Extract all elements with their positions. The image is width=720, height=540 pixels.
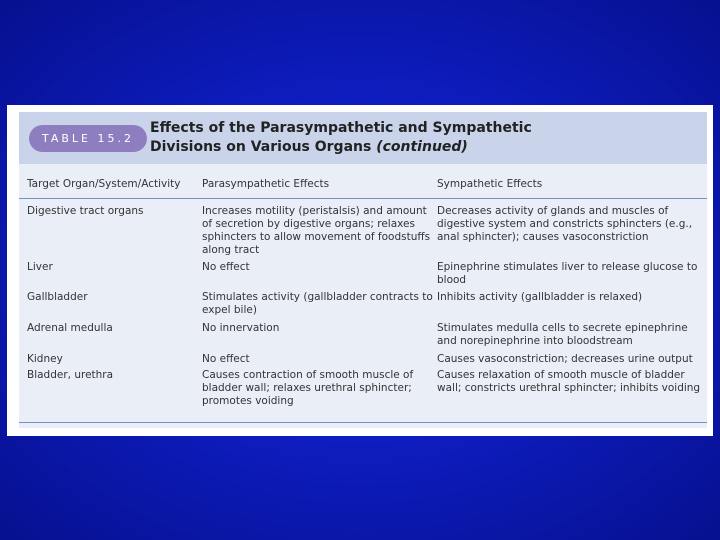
table-title-continued: (continued) bbox=[376, 139, 468, 155]
table-row-organ: Adrenal medulla bbox=[27, 322, 113, 334]
table-row-organ: Bladder, urethra bbox=[27, 369, 114, 381]
table-title-line2: Divisions on Various Organs bbox=[150, 139, 372, 155]
table-title-line1: Effects of the Parasympathetic and Sympathetic bbox=[150, 120, 532, 136]
table-row-parasympathetic: No effect bbox=[202, 353, 250, 365]
table-row-parasympathetic: Increases motility (peristalsis) and amount of secretion by digestive organs; relaxes sphincters to allow movement of foodstuffs along tract bbox=[202, 205, 431, 256]
table-row-parasympathetic: Causes contraction of smooth muscle of bladder wall; relaxes urethral sphincter; promotes voiding bbox=[202, 369, 414, 407]
header-rule bbox=[19, 198, 707, 199]
effects-table bbox=[19, 164, 707, 428]
table-row-organ: Kidney bbox=[27, 353, 63, 365]
table-row-sympathetic: Decreases activity of glands and muscles of digestive system and constricts sphincters (e.g., anal sphincter); causes vasoconstriction bbox=[437, 205, 693, 243]
table-header bbox=[19, 112, 707, 164]
table-row-organ: Liver bbox=[27, 261, 53, 273]
table-row-organ: Gallbladder bbox=[27, 291, 88, 303]
table-header-row bbox=[19, 175, 707, 193]
table-title-line2-wrap bbox=[150, 138, 690, 157]
table-row-parasympathetic: No innervation bbox=[202, 322, 280, 334]
table-row-organ: Digestive tract organs bbox=[27, 205, 144, 217]
table-row-sympathetic: Epinephrine stimulates liver to release glucose to blood bbox=[437, 261, 698, 286]
table-row-sympathetic: Stimulates medulla cells to secrete epinephrine and norepinephrine into bloodstream bbox=[437, 322, 688, 347]
column-header-organ: Target Organ/System/Activity bbox=[27, 178, 181, 190]
table-row-sympathetic: Causes vasoconstriction; decreases urine output bbox=[437, 353, 693, 365]
table-row-parasympathetic: Stimulates activity (gallbladder contracts to expel bile) bbox=[202, 291, 433, 316]
table-label-badge: TABLE 15.2 bbox=[29, 125, 147, 152]
column-header-sympathetic: Sympathetic Effects bbox=[437, 178, 543, 190]
table-image bbox=[7, 105, 713, 436]
bottom-rule bbox=[19, 422, 707, 423]
column-header-parasympathetic: Parasympathetic Effects bbox=[202, 178, 330, 190]
table-title bbox=[150, 119, 690, 157]
table-row-sympathetic: Causes relaxation of smooth muscle of bladder wall; constricts urethral sphincter; inhibits voiding bbox=[437, 369, 701, 394]
table-row-parasympathetic: No effect bbox=[202, 261, 250, 273]
table-row-sympathetic: Inhibits activity (gallbladder is relaxed) bbox=[437, 291, 643, 303]
